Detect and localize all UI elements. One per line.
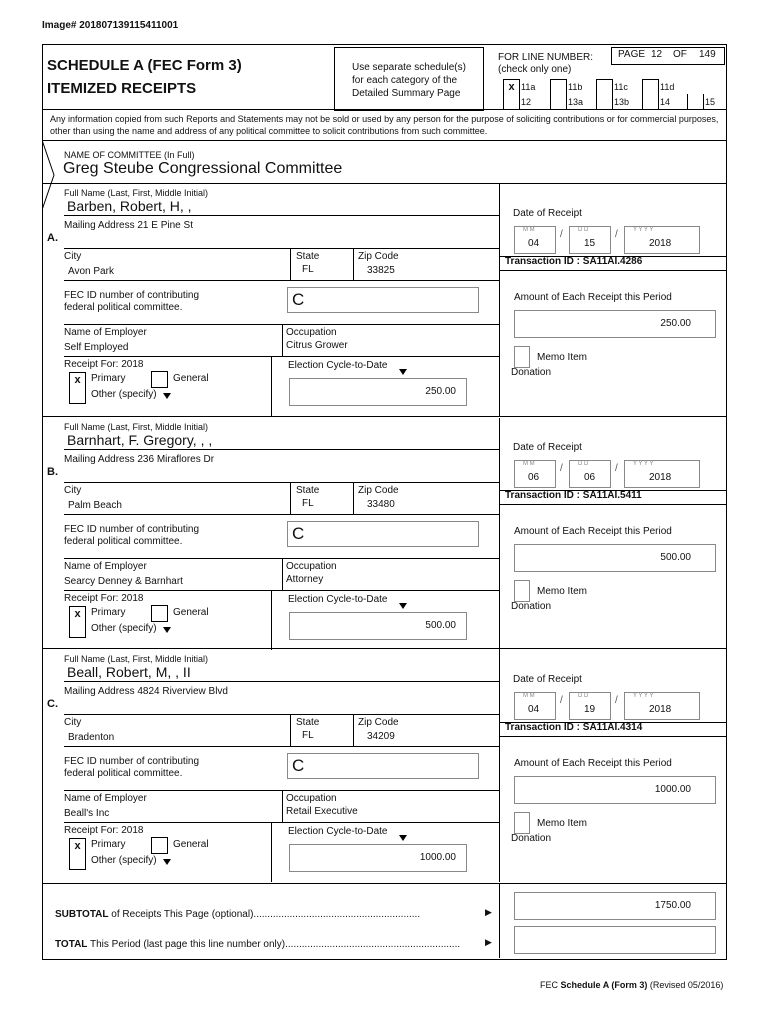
occupation-value[interactable]: Retail Executive: [286, 806, 358, 817]
entry-a-divider: [42, 416, 726, 417]
contributor-name[interactable]: Barnhart, F. Gregory, , ,: [67, 432, 213, 448]
month-hint: M M: [523, 693, 535, 699]
transaction-bottom-line: [499, 270, 726, 271]
entry-letter: A.: [47, 232, 58, 244]
receipt-for-label: Receipt For:: [64, 825, 119, 836]
transaction-bottom-line: [499, 504, 726, 505]
transaction-id: Transaction ID : SA11AI.4286: [505, 256, 643, 267]
date-of-receipt-label: Date of Receipt: [513, 674, 582, 685]
election-cycle-box[interactable]: [289, 378, 467, 406]
memo-item-label: Memo Item: [537, 586, 588, 597]
date-slash: /: [560, 463, 563, 474]
primary-label: Primary: [91, 607, 126, 618]
receipt-for-line: [64, 825, 144, 836]
committee-name: Greg Steube Congressional Committee: [63, 160, 343, 177]
itemized-receipts-title: ITEMIZED RECEIPTS: [47, 80, 197, 97]
contributor-name[interactable]: Beall, Robert, M, , II: [67, 664, 191, 680]
employer-value[interactable]: Self Employed: [64, 342, 129, 353]
fec-id-box[interactable]: [287, 521, 479, 547]
entry-letter: B.: [47, 466, 58, 478]
receipt-year: 2018: [649, 472, 672, 483]
election-cycle-dropdown-icon[interactable]: [399, 835, 407, 841]
city-state-divider: [290, 248, 291, 280]
other-checkbox[interactable]: [69, 854, 86, 870]
year-hint: Y Y Y Y: [633, 227, 654, 233]
page-total: 149: [699, 49, 716, 60]
general-checkbox[interactable]: [151, 837, 168, 854]
month-hint: M M: [523, 227, 535, 233]
line-13b-checkbox[interactable]: [596, 94, 613, 110]
mailing-address-line: [64, 454, 214, 465]
amount-period-label: Amount of Each Receipt this Period: [514, 526, 672, 537]
mailing-address-label: Mailing Address: [64, 220, 135, 231]
line-13a-label: 13a: [568, 97, 584, 107]
state-value[interactable]: FL: [302, 730, 314, 741]
fec-id-label-2: federal political committee.: [64, 768, 183, 779]
month-box[interactable]: [514, 226, 556, 254]
mailing-address-label: Mailing Address: [64, 686, 135, 697]
transaction-id: Transaction ID : SA11AI.5411: [505, 490, 642, 501]
line-13a-checkbox[interactable]: [550, 94, 567, 110]
state-value[interactable]: FL: [302, 264, 314, 275]
primary-label: Primary: [91, 373, 126, 384]
city-underline: [64, 746, 499, 747]
day-hint: D D: [578, 227, 589, 233]
mailing-address[interactable]: 236 Miraflores Dr: [137, 454, 215, 465]
fec-id-label-1: FEC ID number of contributing: [64, 290, 200, 301]
employer-label: Name of Employer: [64, 561, 147, 572]
city-label: City: [64, 251, 82, 262]
receipt-month: 04: [528, 704, 540, 715]
receipt-day: 19: [584, 704, 596, 715]
day-hint: D D: [578, 693, 589, 699]
city-state-divider: [290, 714, 291, 746]
city-state-divider: [290, 482, 291, 514]
footer: [540, 980, 723, 990]
month-box[interactable]: [514, 692, 556, 720]
city-label: City: [64, 717, 82, 728]
fec-id-label-2: federal political committee.: [64, 536, 183, 547]
address-underline: [64, 482, 499, 483]
subtotal-amount-box[interactable]: [514, 892, 716, 920]
occupation-label: Occupation: [286, 327, 337, 338]
line-11a-label: 11a: [521, 82, 536, 92]
month-hint: M M: [523, 461, 535, 467]
state-label: State: [296, 717, 320, 728]
fec-id-label-1: FEC ID number of contributing: [64, 524, 200, 535]
state-zip-divider: [353, 482, 354, 514]
full-name-label: Full Name (Last, First, Middle Initial): [64, 422, 209, 432]
year-hint: Y Y Y Y: [633, 461, 654, 467]
other-checkbox[interactable]: [69, 388, 86, 404]
day-box[interactable]: [569, 692, 611, 720]
employer-occupation-divider: [282, 324, 283, 356]
election-cycle-label: Election Cycle-to-Date: [288, 360, 388, 371]
separate-line-2: for each category of the: [352, 75, 458, 86]
receipt-for-label: Receipt For:: [64, 359, 119, 370]
subtotal-amount: 1750.00: [654, 900, 691, 911]
election-cycle-dropdown-icon[interactable]: [399, 603, 407, 609]
receipt-day: 06: [584, 472, 596, 483]
state-zip-divider: [353, 714, 354, 746]
employer-occupation-divider: [282, 558, 283, 590]
primary-checkbox[interactable]: x: [69, 838, 86, 855]
receipt-day: 15: [584, 238, 596, 249]
line-14-checkbox[interactable]: [642, 94, 659, 110]
general-label: General: [173, 839, 209, 850]
memo-checkbox[interactable]: [514, 812, 530, 834]
entry-section: [0, 650, 770, 882]
receipt-for-label: Receipt For:: [64, 593, 119, 604]
zip-label: Zip Code: [358, 251, 399, 262]
receipt-amount: 250.00: [660, 318, 691, 329]
schedule-title: SCHEDULE A (FEC Form 3): [47, 57, 242, 74]
other-dropdown-icon[interactable]: [163, 859, 171, 865]
receipt-cycle-divider: [271, 356, 272, 416]
zip-value[interactable]: 33825: [367, 265, 395, 276]
other-checkbox[interactable]: [69, 622, 86, 638]
amount-period-label: Amount of Each Receipt this Period: [514, 292, 672, 303]
occupation-value[interactable]: Citrus Grower: [286, 340, 348, 351]
memo-description: Donation: [511, 367, 552, 378]
fec-id-prefix: C: [292, 524, 305, 543]
receipt-month: 06: [528, 472, 540, 483]
day-hint: D D: [578, 461, 589, 467]
amount-period-label: Amount of Each Receipt this Period: [514, 758, 672, 769]
entry-section: [0, 184, 770, 416]
total-amount-box[interactable]: [514, 926, 716, 954]
occupation-label: Occupation: [286, 793, 337, 804]
year-box[interactable]: [624, 460, 700, 488]
primary-checkbox[interactable]: x: [69, 372, 86, 389]
election-cycle-label: Election Cycle-to-Date: [288, 826, 388, 837]
month-box[interactable]: [514, 460, 556, 488]
line-14-label: 14: [660, 97, 671, 107]
subtotal-description: of Receipts This Page (optional)............................................................: [111, 909, 421, 920]
line-12-checkbox[interactable]: [503, 94, 520, 110]
committee-label: NAME OF COMMITTEE (In Full): [64, 150, 195, 160]
occupation-label: Occupation: [286, 561, 337, 572]
fec-id-box[interactable]: [287, 753, 479, 779]
date-slash: /: [560, 229, 563, 240]
receipt-month: 04: [528, 238, 540, 249]
election-cycle-amount: 250.00: [425, 386, 456, 397]
other-label: Other (specify): [91, 855, 157, 866]
full-name-label: Full Name (Last, First, Middle Initial): [64, 188, 209, 198]
employer-underline: [64, 590, 499, 591]
memo-item-label: Memo Item: [537, 818, 588, 829]
fec-id-label-2: federal political committee.: [64, 302, 183, 313]
date-slash: /: [560, 695, 563, 706]
state-zip-divider: [353, 248, 354, 280]
day-box[interactable]: [569, 226, 611, 254]
page-label: PAGE: [618, 49, 646, 60]
zip-value[interactable]: 34209: [367, 731, 395, 742]
subtotal-line: [55, 909, 420, 920]
election-cycle-box[interactable]: [289, 844, 467, 872]
totals-vertical-divider: [499, 883, 500, 958]
state-label: State: [296, 485, 320, 496]
election-cycle-label: Election Cycle-to-Date: [288, 594, 388, 605]
zip-value[interactable]: 33480: [367, 499, 395, 510]
election-cycle-amount: 1000.00: [419, 852, 456, 863]
footer-revised: (Revised 05/2016): [649, 980, 724, 990]
city-label: City: [64, 485, 82, 496]
check-only-label: (check only one): [498, 64, 572, 75]
other-label: Other (specify): [91, 623, 157, 634]
date-of-receipt-label: Date of Receipt: [513, 442, 582, 453]
day-box[interactable]: [569, 460, 611, 488]
line-13b-label: 13b: [614, 97, 630, 107]
receipt-for-year: 2018: [121, 359, 144, 370]
other-dropdown-icon[interactable]: [163, 627, 171, 633]
mailing-address[interactable]: 4824 Riverview Blvd: [137, 686, 228, 697]
page-number: 12: [651, 49, 663, 60]
full-name-label: Full Name (Last, First, Middle Initial): [64, 654, 209, 664]
line-15-checkbox[interactable]: [687, 94, 704, 110]
zip-label: Zip Code: [358, 485, 399, 496]
entry-section: [0, 418, 770, 650]
year-box[interactable]: [624, 692, 700, 720]
image-id: Image# 201807139115411001: [42, 20, 179, 31]
total-arrow-icon: ▶: [485, 937, 492, 947]
employer-value[interactable]: Searcy Denney & Barnhart: [64, 576, 183, 587]
year-hint: Y Y Y Y: [633, 693, 654, 699]
of-label: OF: [673, 49, 687, 60]
amount-box[interactable]: [514, 776, 716, 804]
entry-letter: C.: [47, 698, 58, 710]
totals-divider: [42, 883, 726, 884]
general-checkbox[interactable]: [151, 605, 168, 622]
memo-description: Donation: [511, 601, 552, 612]
subtotal-label: SUBTOTAL: [55, 909, 109, 920]
total-description: This Period (last page this line number only)...............................................................: [90, 939, 461, 950]
receipt-cycle-divider: [271, 590, 272, 650]
disclaimer-divider: [42, 140, 726, 141]
total-line: [55, 939, 460, 950]
line-11b-label: 11b: [568, 82, 583, 92]
footer-prefix: FEC: [540, 980, 558, 990]
election-cycle-amount: 500.00: [425, 620, 456, 631]
fec-id-prefix: C: [292, 290, 305, 309]
fec-id-prefix: C: [292, 756, 305, 775]
primary-label: Primary: [91, 839, 126, 850]
separate-line-1: Use separate schedule(s): [352, 62, 466, 73]
city-value[interactable]: Bradenton: [68, 732, 115, 743]
state-value[interactable]: FL: [302, 498, 314, 509]
contributor-name[interactable]: Barben, Robert, H, ,: [67, 198, 192, 214]
primary-checkbox[interactable]: x: [69, 606, 86, 623]
right-column-divider: [499, 650, 500, 882]
mailing-address-line: [64, 686, 228, 697]
city-underline: [64, 280, 499, 281]
date-slash-2: /: [615, 229, 618, 240]
name-underline: [64, 215, 499, 216]
line-12-label: 12: [521, 97, 532, 107]
receipt-year: 2018: [649, 238, 672, 249]
fec-id-box[interactable]: [287, 287, 479, 313]
employer-label: Name of Employer: [64, 793, 147, 804]
employer-underline: [64, 356, 499, 357]
address-underline: [64, 248, 499, 249]
memo-description: Donation: [511, 833, 552, 844]
subtotal-arrow-icon: ▶: [485, 907, 492, 917]
right-column-divider: [499, 418, 500, 650]
city-value[interactable]: Avon Park: [68, 266, 114, 277]
entry-b-divider: [42, 648, 726, 649]
city-underline: [64, 514, 499, 515]
zip-label: Zip Code: [358, 717, 399, 728]
receipt-cycle-divider: [271, 822, 272, 882]
date-of-receipt-label: Date of Receipt: [513, 208, 582, 219]
receipt-for-year: 2018: [121, 825, 144, 836]
line-15-label: 15: [705, 97, 716, 107]
memo-item-label: Memo Item: [537, 352, 588, 363]
other-label: Other (specify): [91, 389, 157, 400]
employer-label: Name of Employer: [64, 327, 147, 338]
general-label: General: [173, 607, 209, 618]
transaction-bottom-line: [499, 736, 726, 737]
total-label: TOTAL: [55, 939, 88, 950]
disclaimer: Any information copied from such Reports and Statements may not be sold or used by any person for the purpose of soliciting contributions or for commercial purposes, other than using the name and address of any political committee to solicit contributions from such committee.: [50, 114, 719, 136]
line-11a-checkbox[interactable]: x: [503, 79, 520, 96]
employer-underline: [64, 822, 499, 823]
state-label: State: [296, 251, 320, 262]
mailing-address[interactable]: 21 E Pine St: [137, 220, 193, 231]
amount-box[interactable]: [514, 544, 716, 572]
memo-checkbox[interactable]: [514, 580, 530, 602]
election-cycle-box[interactable]: [289, 612, 467, 640]
memo-checkbox[interactable]: [514, 346, 530, 368]
footer-form: Schedule A (Form 3): [560, 980, 648, 990]
election-cycle-dropdown-icon[interactable]: [399, 369, 407, 375]
city-value[interactable]: Palm Beach: [68, 500, 122, 511]
receipt-for-line: [64, 593, 144, 604]
fec-id-label-1: FEC ID number of contributing: [64, 756, 200, 767]
transaction-id: Transaction ID : SA11AI.4314: [505, 722, 643, 733]
line-11c-label: 11c: [614, 82, 628, 92]
general-label: General: [173, 373, 209, 384]
other-dropdown-icon[interactable]: [163, 393, 171, 399]
separate-line-3: Detailed Summary Page: [352, 88, 461, 99]
employer-value[interactable]: Beall's Inc: [64, 808, 110, 819]
occupation-value[interactable]: Attorney: [286, 574, 324, 585]
date-slash-2: /: [615, 695, 618, 706]
name-underline: [64, 681, 499, 682]
for-line-label: FOR LINE NUMBER:: [498, 52, 594, 63]
right-column-divider: [499, 184, 500, 416]
receipt-for-line: [64, 359, 144, 370]
receipt-amount: 500.00: [660, 552, 691, 563]
header-divider: [42, 109, 726, 110]
receipt-amount: 1000.00: [654, 784, 691, 795]
mailing-address-line: [64, 220, 193, 231]
date-slash-2: /: [615, 463, 618, 474]
receipt-for-year: 2018: [121, 593, 144, 604]
amount-box[interactable]: [514, 310, 716, 338]
name-underline: [64, 449, 499, 450]
receipt-year: 2018: [649, 704, 672, 715]
mailing-address-label: Mailing Address: [64, 454, 135, 465]
general-checkbox[interactable]: [151, 371, 168, 388]
address-underline: [64, 714, 499, 715]
year-box[interactable]: [624, 226, 700, 254]
line-11d-label: 11d: [660, 82, 675, 92]
employer-occupation-divider: [282, 790, 283, 822]
